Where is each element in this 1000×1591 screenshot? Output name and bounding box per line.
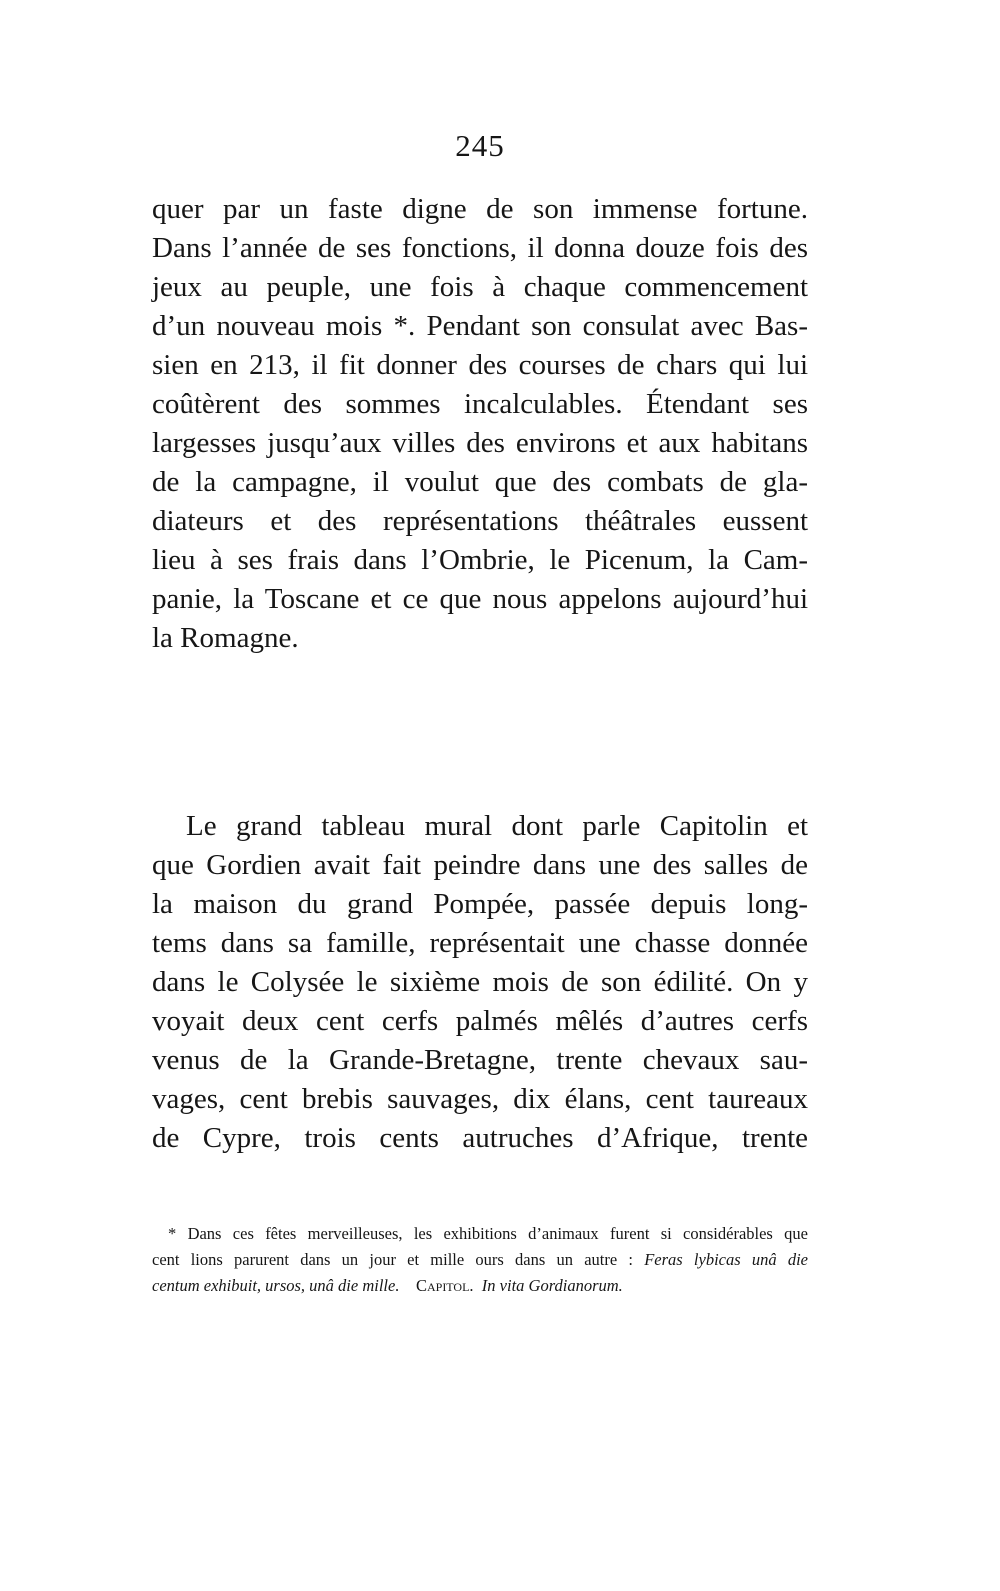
- text-line: quer par un faste digne de son immense fortune.: [152, 193, 808, 225]
- text-line: largesses jusqu’aux villes des environs et aux habitans: [152, 427, 808, 459]
- text-line: la maison du grand Pompée, passée depuis long-: [152, 888, 808, 920]
- footnote-citation-work: In vita Gordianorum.: [481, 1276, 623, 1295]
- footnote-line: [152, 1274, 808, 1298]
- footnote-line: [152, 1248, 808, 1272]
- text-line: venus de la Grande-Bretagne, trente chevaux sau-: [152, 1044, 808, 1076]
- text-line: de la campagne, il voulut que des combats de gla-: [152, 466, 808, 498]
- text-line: vages, cent brebis sauvages, dix élans, cent taureaux: [152, 1083, 808, 1115]
- page-number: 245: [455, 128, 505, 163]
- text-line: la Romagne.: [152, 622, 299, 654]
- footnote-latin-quote: Feras lybicas unâ die: [644, 1250, 809, 1269]
- text-line: lieu à ses frais dans l’Ombrie, le Picenum, la Cam-: [152, 544, 808, 576]
- text-line: voyait deux cent cerfs palmés mêlés d’autres cerfs: [152, 1005, 808, 1037]
- footnote-latin-quote: centum exhibuit, ursos, unâ die mille.: [152, 1276, 400, 1295]
- text-line: d’un nouveau mois *. Pendant son consulat avec Bas-: [152, 310, 808, 342]
- text-line: de Cypre, trois cents autruches d’Afrique, trente: [152, 1122, 808, 1154]
- text-line: tems dans sa famille, représentait une chasse donnée: [152, 927, 808, 959]
- text-line: dans le Colysée le sixième mois de son édilité. On y: [152, 966, 808, 998]
- text-line: Le grand tableau mural dont parle Capitolin et: [186, 810, 808, 842]
- footnote-text: cent lions parurent dans un jour et mille ours dans un autre :: [152, 1250, 645, 1269]
- text-line: sien en 213, il fit donner des courses de chars qui lui: [152, 349, 808, 381]
- text-line: diateurs et des représentations théâtrales eussent: [152, 505, 808, 537]
- text-line: que Gordien avait fait peindre dans une des salles de: [152, 849, 808, 881]
- footnote-line: * Dans ces fêtes merveilleuses, les exhibitions d’animaux furent si considérables que: [168, 1224, 808, 1243]
- text-line: panie, la Toscane et ce que nous appelons aujourd’hui: [152, 583, 808, 615]
- text-line: Dans l’année de ses fonctions, il donna douze fois des: [152, 232, 808, 264]
- text-line: coûtèrent des sommes incalculables. Étendant ses: [152, 388, 808, 420]
- text-line: jeux au peuple, une fois à chaque commencement: [152, 271, 808, 303]
- footnote-citation-author: Capitol.: [415, 1276, 474, 1295]
